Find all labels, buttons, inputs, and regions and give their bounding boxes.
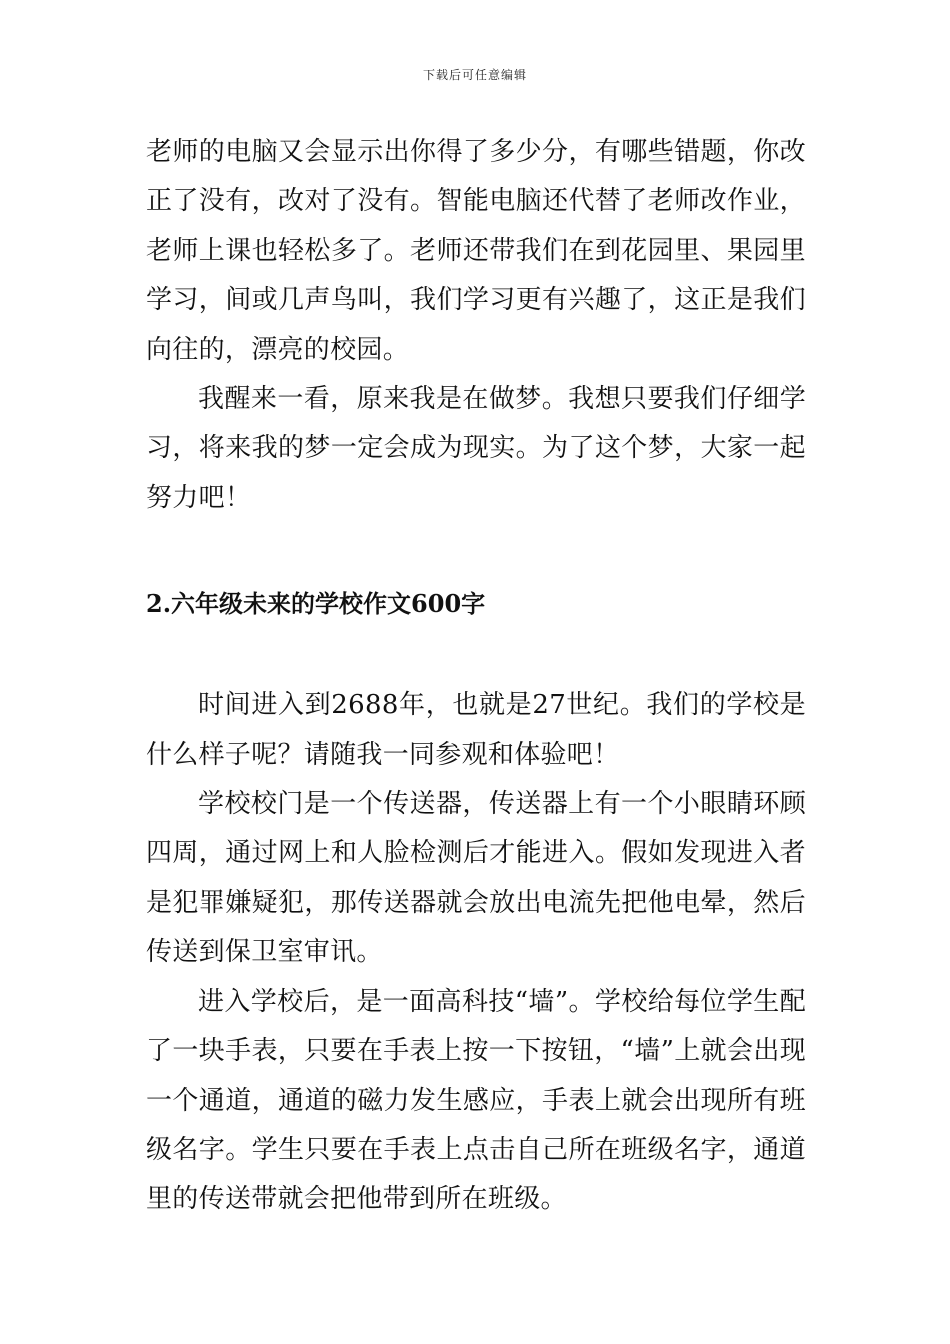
paragraph-wake-up: 我醒来一看，原来我是在做梦。我想只要我们仔细学习，将来我的梦一定会成为现实。为了这个梦，大家一起努力吧！: [146, 384, 806, 513]
spacer: [146, 628, 806, 681]
document-body: [146, 128, 806, 1225]
paragraph-school-gate: 学校校门是一个传送器，传送器上有一个小眼睛环顾四周，通过网上和人脸检测后才能进入。假如发现进入者是犯罪嫌疑犯，那传送器就会放出电流先把他电晕，然后传送到保卫室审讯。: [146, 789, 806, 968]
paragraph-hightech-wall: 进入学校后，是一面高科技“墙”。学校给每位学生配了一块手表，只要在手表上按一下按钮，“墙”上就会出现一个通道，通道的磁力发生感应，手表上就会出现所有班级名字。学生只要在手表上点击自己所在班级名字，通道里的传送带就会把他带到所在班级。: [146, 986, 806, 1215]
paragraph-intro-2688: 时间进入到2688年，也就是27世纪。我们的学校是什么样子呢？请随我一同参观和体验吧！: [146, 690, 806, 770]
paragraph-continued-dream: 老师的电脑又会显示出你得了多少分，有哪些错题，你改正了没有，改对了没有。智能电脑还代替了老师改作业，老师上课也轻松多了。老师还带我们在到花园里、果园里学习，间或几声鸟叫，我们学习更有兴趣了，这正是我们向往的，漂亮的校园。: [146, 137, 806, 365]
page-header-note: 下载后可任意编辑: [422, 68, 527, 82]
spacer: [146, 523, 806, 579]
section-heading: 2.六年级未来的学校作文600字: [146, 589, 486, 619]
